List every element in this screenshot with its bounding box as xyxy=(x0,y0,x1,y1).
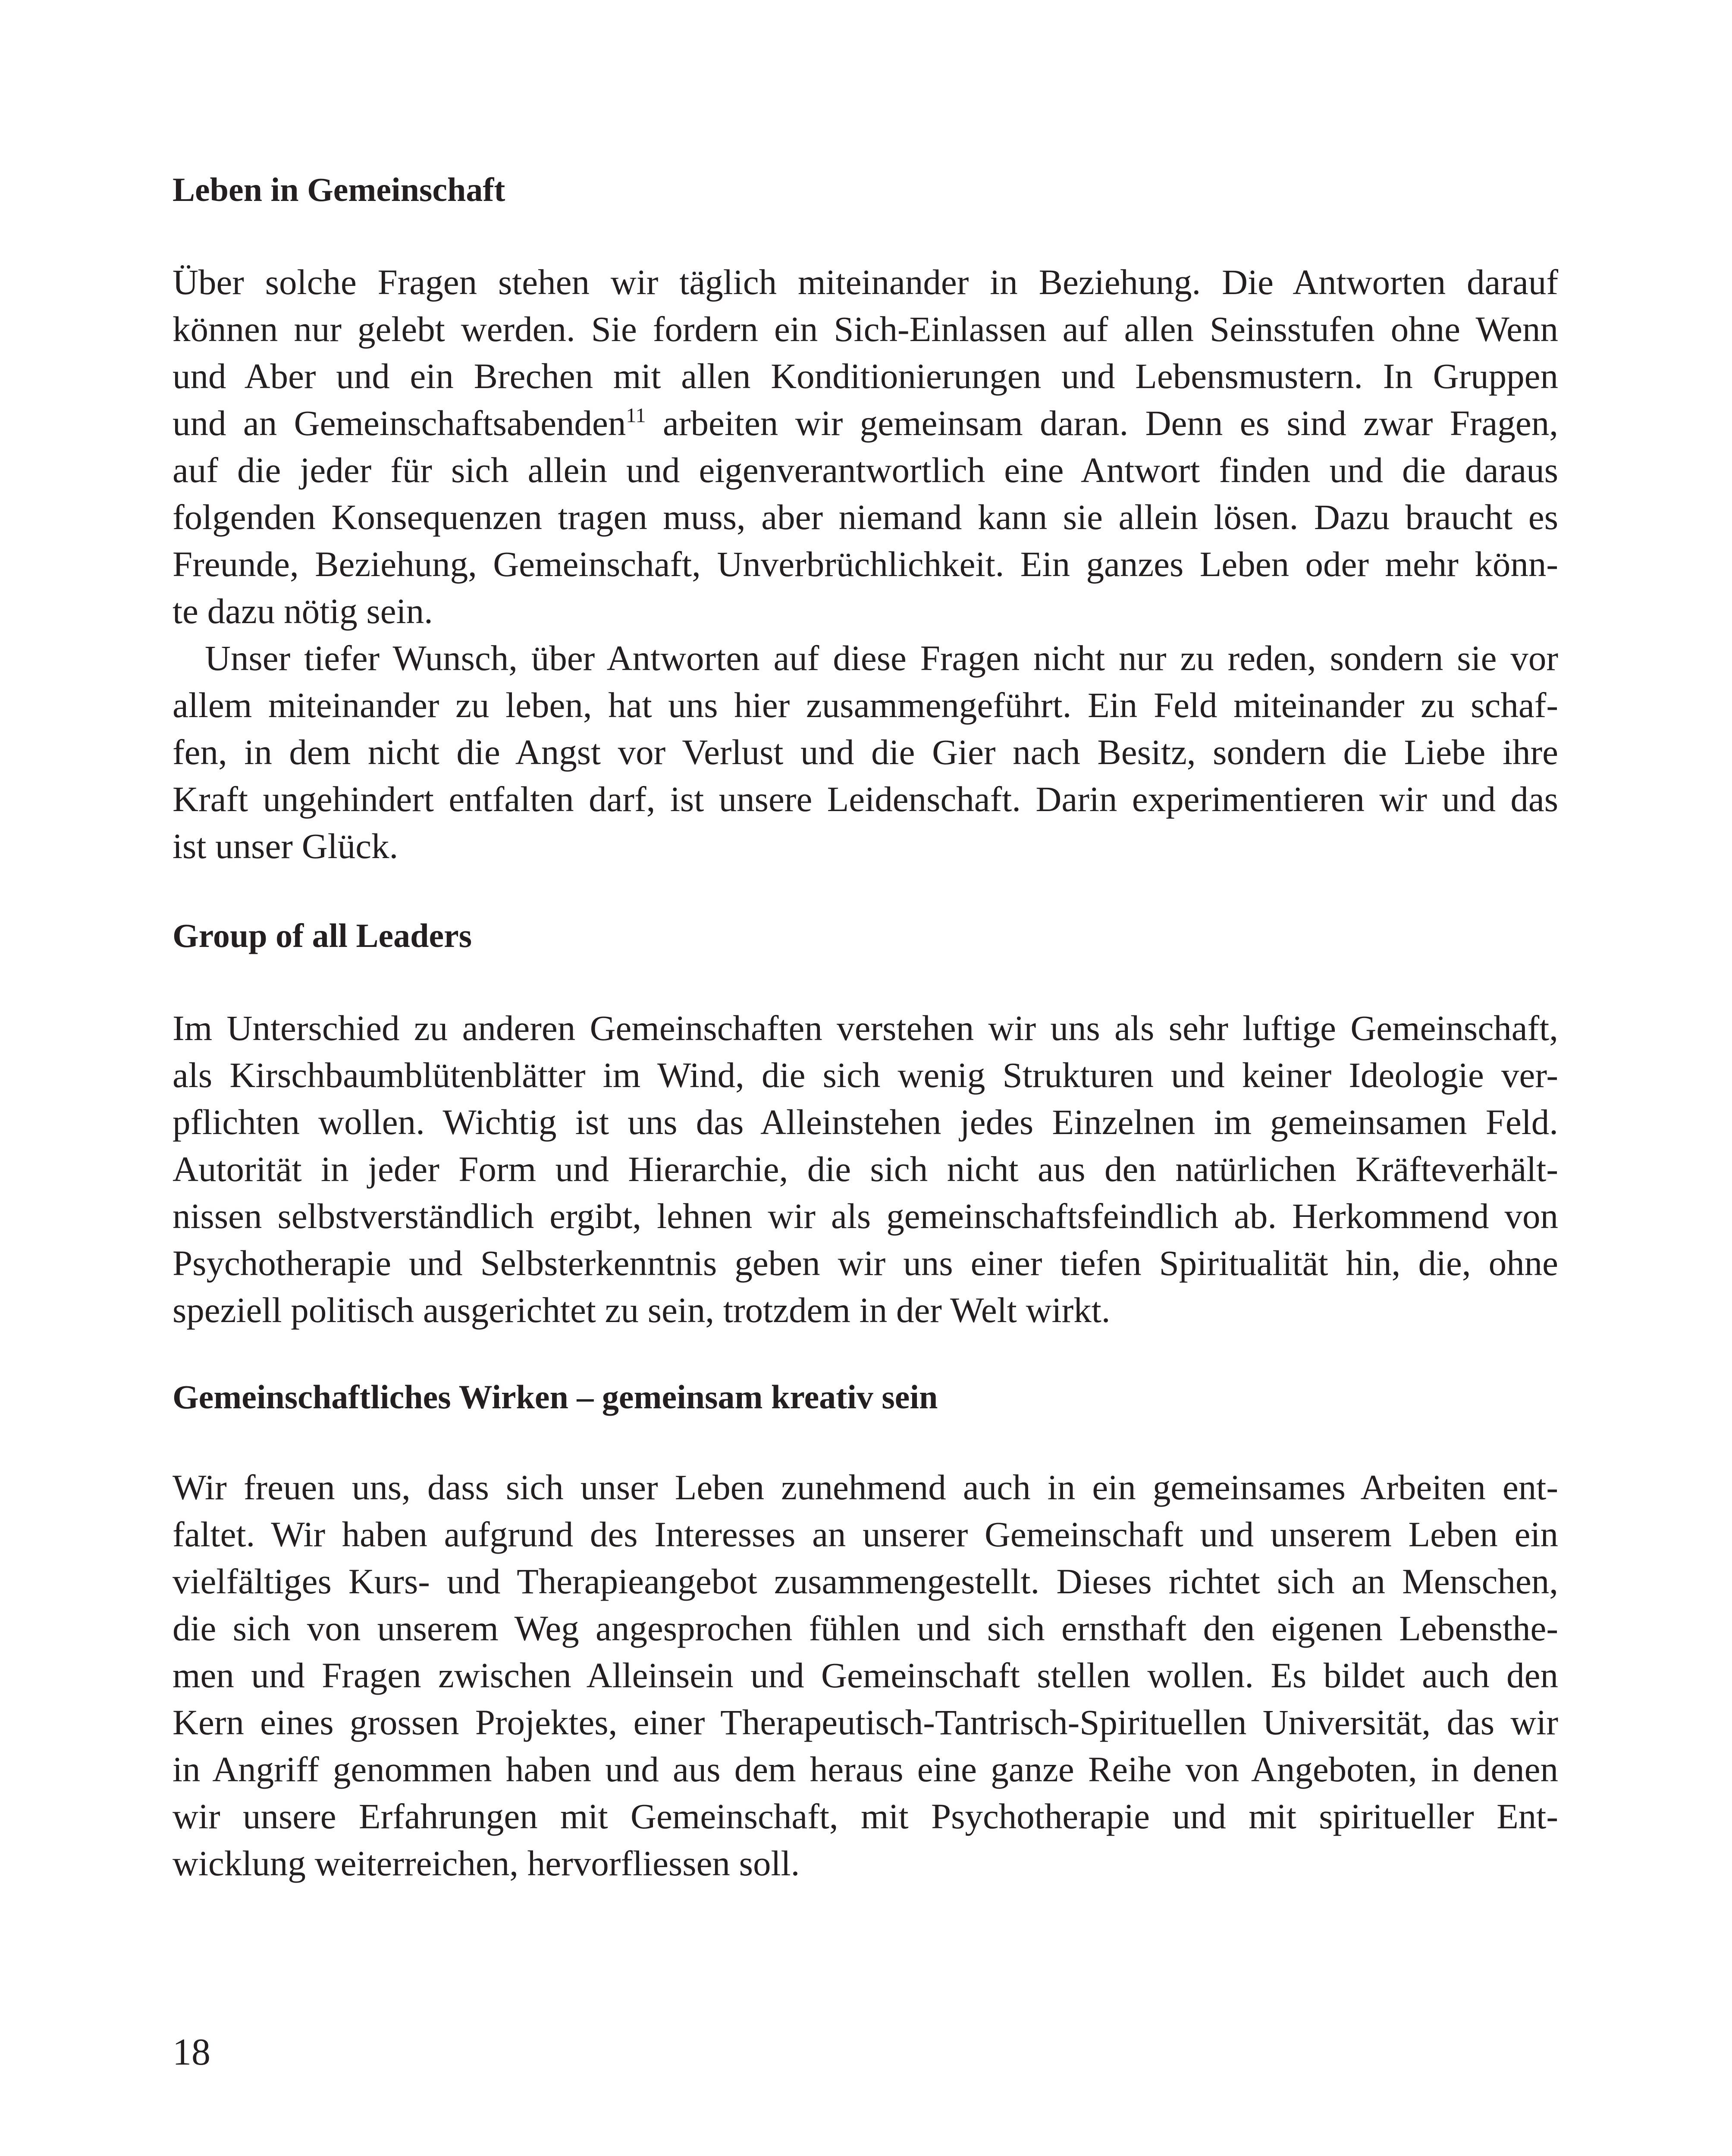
section-heading-leben-in-gemeinschaft: Leben in Gemeinschaft xyxy=(173,171,505,208)
text-line: Autorität in jeder Form und Hierarchie, die sich nicht aus den natürlichen Kräfteverhält- xyxy=(173,1149,1558,1189)
paragraph-leben-2 xyxy=(173,635,1558,870)
text-line: die sich von unserem Weg angesprochen fühlen und sich ernsthaft den eigenen Lebensthe- xyxy=(173,1608,1558,1648)
text-fragment: und an Gemeinschaftsabenden xyxy=(173,403,626,443)
footnote-marker: 11 xyxy=(626,404,646,427)
text-line: fen, in dem nicht die Angst vor Verlust und die Gier nach Besitz, sondern die Liebe ihre xyxy=(173,732,1558,772)
paragraph-leben-1 xyxy=(173,259,1558,635)
text-line: ist unser Glück. xyxy=(173,826,398,866)
text-line: Über solche Fragen stehen wir täglich miteinander in Beziehung. Die Antworten darauf xyxy=(173,262,1558,302)
text-line: und Aber und ein Brechen mit allen Konditionierungen und Lebensmustern. In Gruppen xyxy=(173,356,1558,396)
section-heading-gemeinschaftliches-wirken: Gemeinschaftliches Wirken – gemeinsam kreativ sein xyxy=(173,1378,938,1416)
text-line: men und Fragen zwischen Alleinsein und Gemeinschaft stellen wollen. Es bildet auch den xyxy=(173,1655,1558,1695)
text-line: folgenden Konsequenzen tragen muss, aber niemand kann sie allein lösen. Dazu braucht es xyxy=(173,497,1558,537)
document-page xyxy=(173,0,1558,2156)
text-line: speziell politisch ausgerichtet zu sein, trotzdem in der Welt wirkt. xyxy=(173,1290,1111,1330)
text-line: nissen selbstverständlich ergibt, lehnen wir als gemeinschaftsfeindlich ab. Herkommend von xyxy=(173,1196,1558,1236)
section-heading-group-of-all-leaders: Group of all Leaders xyxy=(173,917,472,954)
text-line: wicklung weiterreichen, hervorfliessen soll. xyxy=(173,1843,800,1883)
text-line: Kraft ungehindert entfalten darf, ist unsere Leidenschaft. Darin experimentieren wir und das xyxy=(173,779,1558,819)
text-line: te dazu nötig sein. xyxy=(173,591,433,631)
paragraph-gemeinschaftliches-wirken xyxy=(173,1464,1558,1887)
text-fragment: arbeiten wir gemeinsam daran. Denn es sind zwar Fragen, xyxy=(646,403,1558,443)
paragraph-group-of-all-leaders xyxy=(173,1005,1558,1334)
text-line: Wir freuen uns, dass sich unser Leben zunehmend auch in ein gemeinsames Arbeiten ent- xyxy=(173,1467,1558,1507)
text-line: können nur gelebt werden. Sie fordern ein Sich-Einlassen auf allen Seinsstufen ohne Wenn xyxy=(173,309,1558,349)
text-line: wir unsere Erfahrungen mit Gemeinschaft, mit Psychotherapie und mit spiritueller Ent- xyxy=(173,1796,1558,1836)
page-number: 18 xyxy=(173,2031,210,2073)
text-line: Freunde, Beziehung, Gemeinschaft, Unverbrüchlichkeit. Ein ganzes Leben oder mehr könn- xyxy=(173,544,1558,584)
text-line: auf die jeder für sich allein und eigenverantwortlich eine Antwort finden und die daraus xyxy=(173,450,1558,490)
text-line: vielfältiges Kurs- und Therapieangebot zusammengestellt. Dieses richtet sich an Menschen, xyxy=(173,1561,1558,1601)
text-line: pflichten wollen. Wichtig ist uns das Alleinstehen jedes Einzelnen im gemeinsamen Feld. xyxy=(173,1102,1558,1142)
text-line: allem miteinander zu leben, hat uns hier zusammengeführt. Ein Feld miteinander zu schaf- xyxy=(173,685,1558,725)
text-line: in Angriff genommen haben und aus dem heraus eine ganze Reihe von Angeboten, in denen xyxy=(173,1749,1558,1789)
text-line-with-footnote xyxy=(173,400,1558,447)
text-line: Psychotherapie und Selbsterkenntnis geben wir uns einer tiefen Spiritualität hin, die, ohne xyxy=(173,1243,1558,1283)
text-line: als Kirschbaumblütenblätter im Wind, die sich wenig Strukturen und keiner Ideologie ver- xyxy=(173,1055,1558,1095)
text-line: Kern eines grossen Projektes, einer Therapeutisch-Tantrisch-Spirituellen Universität, das wir xyxy=(173,1702,1558,1742)
text-line: Im Unterschied zu anderen Gemeinschaften verstehen wir uns als sehr luftige Gemeinschaft, xyxy=(173,1008,1558,1048)
text-line: Unser tiefer Wunsch, über Antworten auf diese Fragen nicht nur zu reden, sondern sie vor xyxy=(205,638,1558,678)
text-line: faltet. Wir haben aufgrund des Interesses an unserer Gemeinschaft und unserem Leben ein xyxy=(173,1514,1558,1554)
